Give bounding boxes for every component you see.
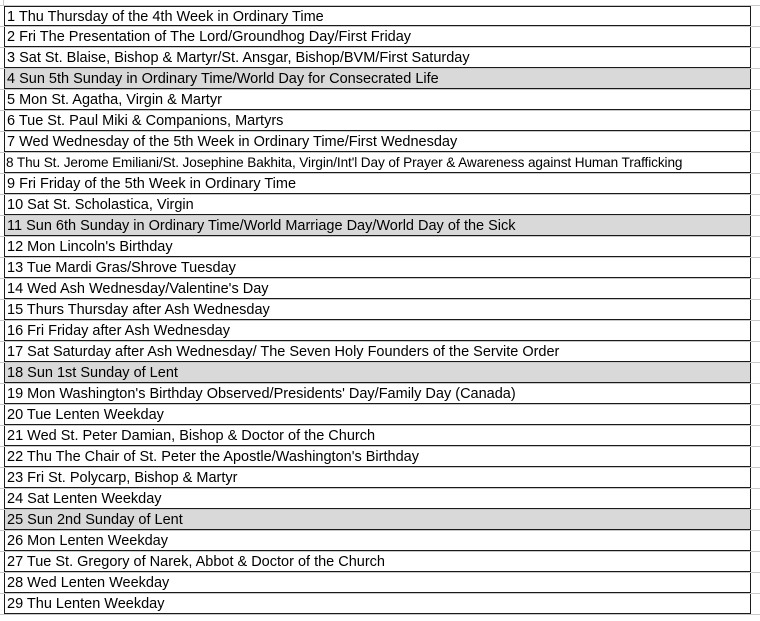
calendar-rows xyxy=(0,6,760,615)
table-row xyxy=(0,279,760,300)
empty-cell[interactable] xyxy=(751,363,760,383)
calendar-cell[interactable]: 8 Thu St. Jerome Emiliani/St. Josephine Bakhita, Virgin/Int'l Day of Prayer & Awareness against Human Trafficking xyxy=(4,153,751,173)
table-row xyxy=(0,258,760,279)
table-row xyxy=(0,27,760,48)
table-row xyxy=(0,153,760,174)
table-row xyxy=(0,426,760,447)
table-row xyxy=(0,447,760,468)
table-row xyxy=(0,405,760,426)
calendar-cell[interactable]: 29 Thu Lenten Weekday xyxy=(4,594,751,614)
empty-cell[interactable] xyxy=(751,468,760,488)
calendar-cell[interactable]: 10 Sat St. Scholastica, Virgin xyxy=(4,195,751,215)
calendar-cell[interactable]: 28 Wed Lenten Weekday xyxy=(4,573,751,593)
empty-cell[interactable] xyxy=(751,27,760,47)
calendar-cell[interactable]: 21 Wed St. Peter Damian, Bishop & Doctor of the Church xyxy=(4,426,751,446)
calendar-cell[interactable]: 27 Tue St. Gregory of Narek, Abbot & Doctor of the Church xyxy=(4,552,751,572)
calendar-cell[interactable]: 14 Wed Ash Wednesday/Valentine's Day xyxy=(4,279,751,299)
empty-cell[interactable] xyxy=(751,48,760,68)
calendar-cell[interactable]: 16 Fri Friday after Ash Wednesday xyxy=(4,321,751,341)
empty-cell[interactable] xyxy=(751,90,760,110)
empty-cell[interactable] xyxy=(751,531,760,551)
calendar-cell[interactable]: 15 Thurs Thursday after Ash Wednesday xyxy=(4,300,751,320)
empty-cell[interactable] xyxy=(751,195,760,215)
empty-cell[interactable] xyxy=(751,111,760,131)
empty-cell[interactable] xyxy=(751,258,760,278)
table-row xyxy=(0,531,760,552)
table-row xyxy=(0,489,760,510)
table-row-sunday xyxy=(0,69,760,90)
empty-cell[interactable] xyxy=(751,405,760,425)
table-row xyxy=(0,573,760,594)
calendar-cell[interactable]: 9 Fri Friday of the 5th Week in Ordinary Time xyxy=(4,174,751,194)
empty-cell[interactable] xyxy=(751,174,760,194)
table-row xyxy=(0,468,760,489)
empty-cell[interactable] xyxy=(751,279,760,299)
calendar-cell[interactable]: 20 Tue Lenten Weekday xyxy=(4,405,751,425)
calendar-cell[interactable]: 23 Fri St. Polycarp, Bishop & Martyr xyxy=(4,468,751,488)
calendar-cell[interactable]: 1 Thu Thursday of the 4th Week in Ordinary Time xyxy=(4,6,751,26)
calendar-cell[interactable]: 24 Sat Lenten Weekday xyxy=(4,489,751,509)
empty-cell[interactable] xyxy=(751,132,760,152)
calendar-cell[interactable]: 13 Tue Mardi Gras/Shrove Tuesday xyxy=(4,258,751,278)
table-row xyxy=(0,111,760,132)
empty-cell[interactable] xyxy=(751,573,760,593)
calendar-cell[interactable]: 19 Mon Washington's Birthday Observed/Presidents' Day/Family Day (Canada) xyxy=(4,384,751,404)
table-row-sunday xyxy=(0,363,760,384)
table-row xyxy=(0,300,760,321)
calendar-cell[interactable]: 5 Mon St. Agatha, Virgin & Martyr xyxy=(4,90,751,110)
calendar-cell[interactable]: 11 Sun 6th Sunday in Ordinary Time/World Marriage Day/World Day of the Sick xyxy=(4,216,751,236)
empty-cell[interactable] xyxy=(751,237,760,257)
table-row xyxy=(0,321,760,342)
table-row xyxy=(0,237,760,258)
table-row-sunday xyxy=(0,216,760,237)
empty-cell[interactable] xyxy=(751,552,760,572)
empty-cell[interactable] xyxy=(751,321,760,341)
calendar-cell[interactable]: 26 Mon Lenten Weekday xyxy=(4,531,751,551)
table-row xyxy=(0,90,760,111)
table-row xyxy=(0,552,760,573)
empty-cell[interactable] xyxy=(751,153,760,173)
calendar-cell[interactable]: 7 Wed Wednesday of the 5th Week in Ordinary Time/First Wednesday xyxy=(4,132,751,152)
calendar-cell[interactable]: 18 Sun 1st Sunday of Lent xyxy=(4,363,751,383)
calendar-cell[interactable]: 2 Fri The Presentation of The Lord/Groundhog Day/First Friday xyxy=(4,27,751,47)
empty-cell[interactable] xyxy=(751,384,760,404)
empty-cell[interactable] xyxy=(751,342,760,362)
empty-cell[interactable] xyxy=(751,447,760,467)
calendar-cell[interactable]: 6 Tue St. Paul Miki & Companions, Martyrs xyxy=(4,111,751,131)
table-row xyxy=(0,132,760,153)
table-row xyxy=(0,384,760,405)
table-row xyxy=(0,174,760,195)
empty-cell[interactable] xyxy=(751,6,760,26)
empty-cell[interactable] xyxy=(751,300,760,320)
calendar-cell[interactable]: 3 Sat St. Blaise, Bishop & Martyr/St. Ansgar, Bishop/BVM/First Saturday xyxy=(4,48,751,68)
calendar-cell[interactable]: 4 Sun 5th Sunday in Ordinary Time/World Day for Consecrated Life xyxy=(4,69,751,89)
table-row xyxy=(0,342,760,363)
empty-cell[interactable] xyxy=(751,594,760,614)
calendar-cell[interactable]: 17 Sat Saturday after Ash Wednesday/ The Seven Holy Founders of the Servite Order xyxy=(4,342,751,362)
grid-bottom-edge xyxy=(0,615,760,621)
empty-cell[interactable] xyxy=(751,69,760,89)
table-row xyxy=(0,594,760,615)
calendar-cell[interactable]: 25 Sun 2nd Sunday of Lent xyxy=(4,510,751,530)
table-row xyxy=(0,6,760,27)
empty-cell[interactable] xyxy=(751,489,760,509)
calendar-cell[interactable]: 12 Mon Lincoln's Birthday xyxy=(4,237,751,257)
empty-cell[interactable] xyxy=(751,216,760,236)
empty-cell[interactable] xyxy=(751,510,760,530)
calendar-cell[interactable]: 22 Thu The Chair of St. Peter the Apostle/Washington's Birthday xyxy=(4,447,751,467)
empty-cell[interactable] xyxy=(751,426,760,446)
table-row-sunday xyxy=(0,510,760,531)
table-row xyxy=(0,195,760,216)
table-row xyxy=(0,48,760,69)
